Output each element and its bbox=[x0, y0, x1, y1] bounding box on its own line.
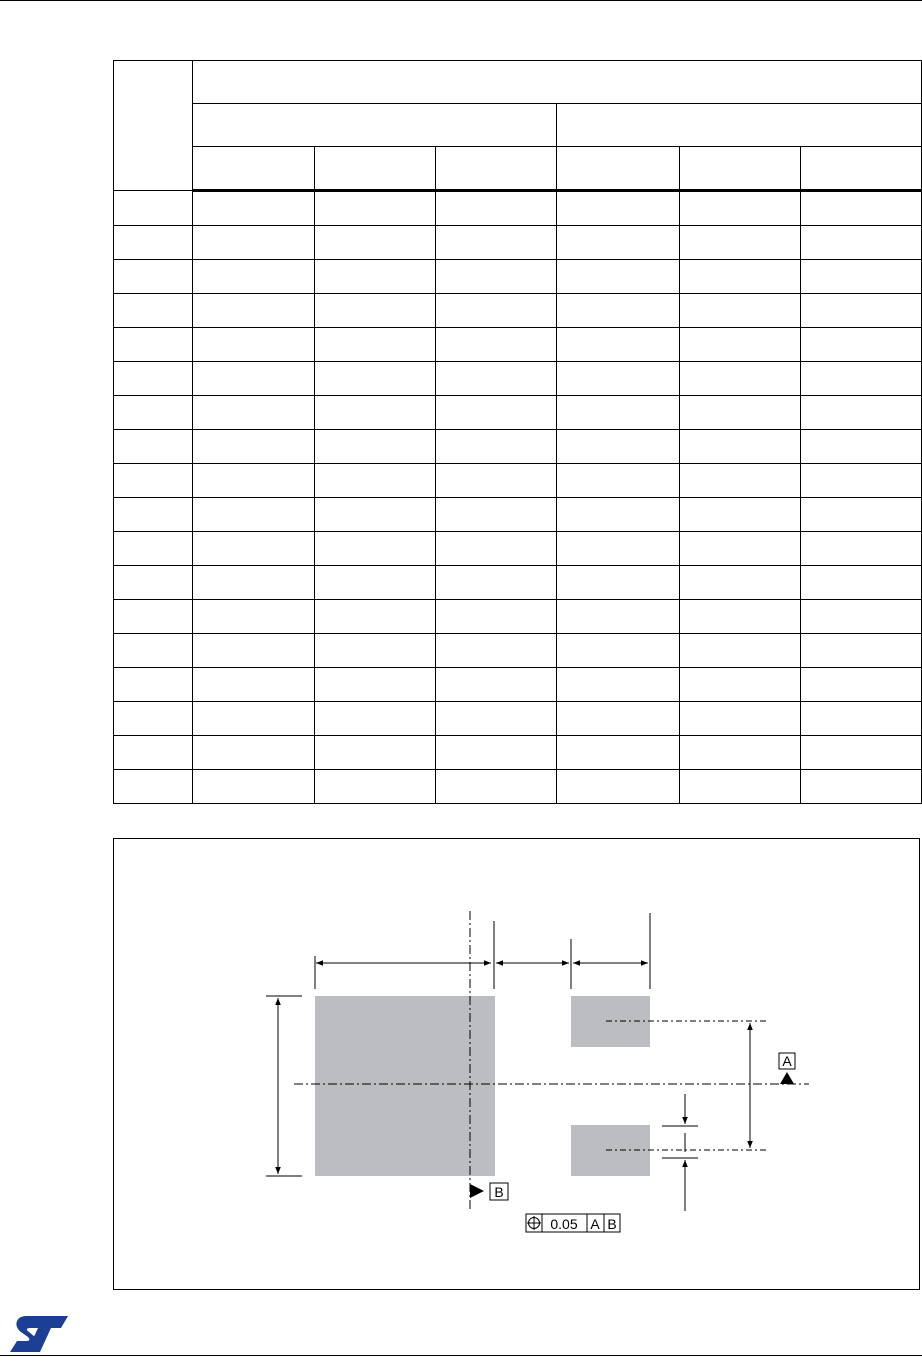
table-cell bbox=[193, 770, 315, 804]
table-cell bbox=[315, 226, 436, 260]
table-row bbox=[114, 328, 922, 362]
table-row bbox=[114, 566, 922, 600]
table-cell bbox=[557, 396, 680, 430]
table-row bbox=[114, 464, 922, 498]
row-label-cell bbox=[114, 464, 193, 498]
table-body bbox=[114, 191, 922, 804]
table-cell bbox=[680, 226, 801, 260]
table-cell bbox=[557, 260, 680, 294]
table-cell bbox=[801, 634, 922, 668]
position-tolerance-frame bbox=[526, 1214, 620, 1232]
st-logo-icon bbox=[8, 1314, 70, 1354]
table-cell bbox=[680, 396, 801, 430]
row-label-cell bbox=[114, 396, 193, 430]
table-cell bbox=[680, 260, 801, 294]
table-cell bbox=[315, 634, 436, 668]
datum-a-label: A bbox=[782, 1053, 792, 1069]
table-cell bbox=[315, 770, 436, 804]
table-cell bbox=[315, 532, 436, 566]
tolerance-ref-a: A bbox=[590, 1216, 600, 1232]
table-cell bbox=[557, 226, 680, 260]
row-label-cell bbox=[114, 634, 193, 668]
table-cell bbox=[801, 668, 922, 702]
table-row bbox=[114, 736, 922, 770]
table-cell bbox=[557, 191, 680, 226]
table-cell bbox=[680, 668, 801, 702]
table-cell bbox=[680, 736, 801, 770]
header-inches-cell bbox=[557, 104, 922, 147]
table-cell bbox=[801, 498, 922, 532]
table-cell bbox=[801, 702, 922, 736]
table-cell bbox=[557, 634, 680, 668]
table-row bbox=[114, 498, 922, 532]
table-cell bbox=[436, 634, 557, 668]
table-row bbox=[114, 294, 922, 328]
footprint-figure-frame bbox=[113, 838, 920, 1290]
table-cell bbox=[193, 191, 315, 226]
table-cell bbox=[315, 362, 436, 396]
table-cell bbox=[193, 430, 315, 464]
table-row bbox=[114, 668, 922, 702]
table-cell bbox=[193, 396, 315, 430]
table-cell bbox=[557, 498, 680, 532]
table-cell bbox=[193, 600, 315, 634]
table-cell bbox=[680, 498, 801, 532]
table-cell bbox=[680, 566, 801, 600]
table-cell bbox=[801, 736, 922, 770]
table-row bbox=[114, 260, 922, 294]
table-cell bbox=[436, 464, 557, 498]
table-cell bbox=[801, 566, 922, 600]
table-cell bbox=[193, 226, 315, 260]
table-cell bbox=[193, 498, 315, 532]
table-cell bbox=[801, 294, 922, 328]
table-cell bbox=[315, 191, 436, 226]
header-dim-cell bbox=[114, 61, 193, 191]
table-cell bbox=[193, 328, 315, 362]
position-tolerance-icon bbox=[527, 1216, 541, 1230]
header-rule bbox=[0, 0, 922, 1]
table-cell bbox=[680, 600, 801, 634]
header-max-inches bbox=[801, 147, 922, 191]
table-cell bbox=[193, 668, 315, 702]
table-row bbox=[114, 600, 922, 634]
table-cell bbox=[801, 600, 922, 634]
table-cell bbox=[436, 191, 557, 226]
table-row bbox=[114, 770, 922, 804]
table-cell bbox=[193, 566, 315, 600]
row-label-cell bbox=[114, 736, 193, 770]
table-cell bbox=[436, 498, 557, 532]
table-cell bbox=[680, 430, 801, 464]
header-typ-mm bbox=[315, 147, 436, 191]
table-cell bbox=[801, 532, 922, 566]
row-label-cell bbox=[114, 600, 193, 634]
footprint-drawing bbox=[114, 839, 919, 1289]
table-cell bbox=[680, 328, 801, 362]
table-cell bbox=[193, 294, 315, 328]
table-cell bbox=[801, 362, 922, 396]
table-cell bbox=[315, 464, 436, 498]
table-cell bbox=[557, 464, 680, 498]
row-label-cell bbox=[114, 191, 193, 226]
table-cell bbox=[436, 566, 557, 600]
table-row bbox=[114, 532, 922, 566]
header-dimensions-cell bbox=[193, 61, 922, 104]
table-row bbox=[114, 634, 922, 668]
table-cell bbox=[436, 600, 557, 634]
table-row bbox=[114, 226, 922, 260]
header-typ-inches bbox=[680, 147, 801, 191]
table-cell bbox=[436, 328, 557, 362]
table-cell bbox=[680, 294, 801, 328]
table-cell bbox=[801, 770, 922, 804]
tolerance-value: 0.05 bbox=[550, 1216, 578, 1232]
table-cell bbox=[557, 294, 680, 328]
datum-b-symbol bbox=[470, 1183, 508, 1200]
row-label-cell bbox=[114, 702, 193, 736]
table-cell bbox=[680, 464, 801, 498]
table-cell bbox=[193, 634, 315, 668]
tolerance-ref-b: B bbox=[607, 1216, 617, 1232]
table-cell bbox=[680, 191, 801, 226]
table-cell bbox=[557, 770, 680, 804]
table-cell bbox=[436, 226, 557, 260]
table-cell bbox=[436, 702, 557, 736]
row-label-cell bbox=[114, 566, 193, 600]
table-cell bbox=[315, 260, 436, 294]
header-min-inches bbox=[557, 147, 680, 191]
table-cell bbox=[193, 260, 315, 294]
row-label-cell bbox=[114, 532, 193, 566]
table-cell bbox=[436, 294, 557, 328]
table-cell bbox=[680, 702, 801, 736]
row-label-cell bbox=[114, 260, 193, 294]
datum-b-label: B bbox=[494, 1184, 504, 1200]
table-cell bbox=[557, 430, 680, 464]
table-cell bbox=[801, 260, 922, 294]
table-cell bbox=[680, 770, 801, 804]
table-cell bbox=[315, 396, 436, 430]
header-max-mm bbox=[436, 147, 557, 191]
row-label-cell bbox=[114, 430, 193, 464]
datum-a-symbol bbox=[779, 1053, 795, 1084]
table-cell bbox=[193, 702, 315, 736]
table-cell bbox=[436, 736, 557, 770]
table-cell bbox=[801, 191, 922, 226]
table-cell bbox=[193, 532, 315, 566]
table-cell bbox=[557, 532, 680, 566]
table-cell bbox=[557, 566, 680, 600]
table-cell bbox=[436, 430, 557, 464]
table-cell bbox=[436, 260, 557, 294]
table-row bbox=[114, 396, 922, 430]
table-cell bbox=[315, 736, 436, 770]
table-cell bbox=[680, 634, 801, 668]
table-cell bbox=[680, 362, 801, 396]
table-cell bbox=[315, 702, 436, 736]
table-cell bbox=[801, 328, 922, 362]
table-cell bbox=[801, 430, 922, 464]
header-row-3 bbox=[114, 147, 922, 191]
table-cell bbox=[436, 770, 557, 804]
table-cell bbox=[557, 702, 680, 736]
table-cell bbox=[315, 566, 436, 600]
table-cell bbox=[315, 668, 436, 702]
table-cell bbox=[315, 328, 436, 362]
header-row-1 bbox=[114, 61, 922, 104]
table-cell bbox=[315, 498, 436, 532]
table-cell bbox=[315, 430, 436, 464]
row-label-cell bbox=[114, 328, 193, 362]
table-cell bbox=[557, 736, 680, 770]
table-cell bbox=[436, 668, 557, 702]
table-row bbox=[114, 430, 922, 464]
footer-rule bbox=[0, 1355, 922, 1356]
table-cell bbox=[557, 328, 680, 362]
table-row bbox=[114, 362, 922, 396]
table-row bbox=[114, 702, 922, 736]
table-cell bbox=[193, 464, 315, 498]
row-label-cell bbox=[114, 294, 193, 328]
header-row-2 bbox=[114, 104, 922, 147]
table-cell bbox=[436, 362, 557, 396]
table-cell bbox=[801, 226, 922, 260]
thermal-pad bbox=[315, 996, 495, 1176]
table-cell bbox=[557, 600, 680, 634]
header-min-mm bbox=[193, 147, 315, 191]
table-cell bbox=[436, 532, 557, 566]
row-label-cell bbox=[114, 498, 193, 532]
table-cell bbox=[801, 396, 922, 430]
table-cell bbox=[436, 396, 557, 430]
table-cell bbox=[557, 362, 680, 396]
row-label-cell bbox=[114, 226, 193, 260]
table-row bbox=[114, 191, 922, 226]
table-cell bbox=[315, 600, 436, 634]
table-cell bbox=[193, 362, 315, 396]
table-cell bbox=[680, 532, 801, 566]
row-label-cell bbox=[114, 668, 193, 702]
header-mm-cell bbox=[193, 104, 557, 147]
row-label-cell bbox=[114, 770, 193, 804]
table-cell bbox=[193, 736, 315, 770]
package-dimensions-table bbox=[113, 60, 922, 804]
table-cell bbox=[315, 294, 436, 328]
table-cell bbox=[801, 464, 922, 498]
row-label-cell bbox=[114, 362, 193, 396]
table-cell bbox=[557, 668, 680, 702]
